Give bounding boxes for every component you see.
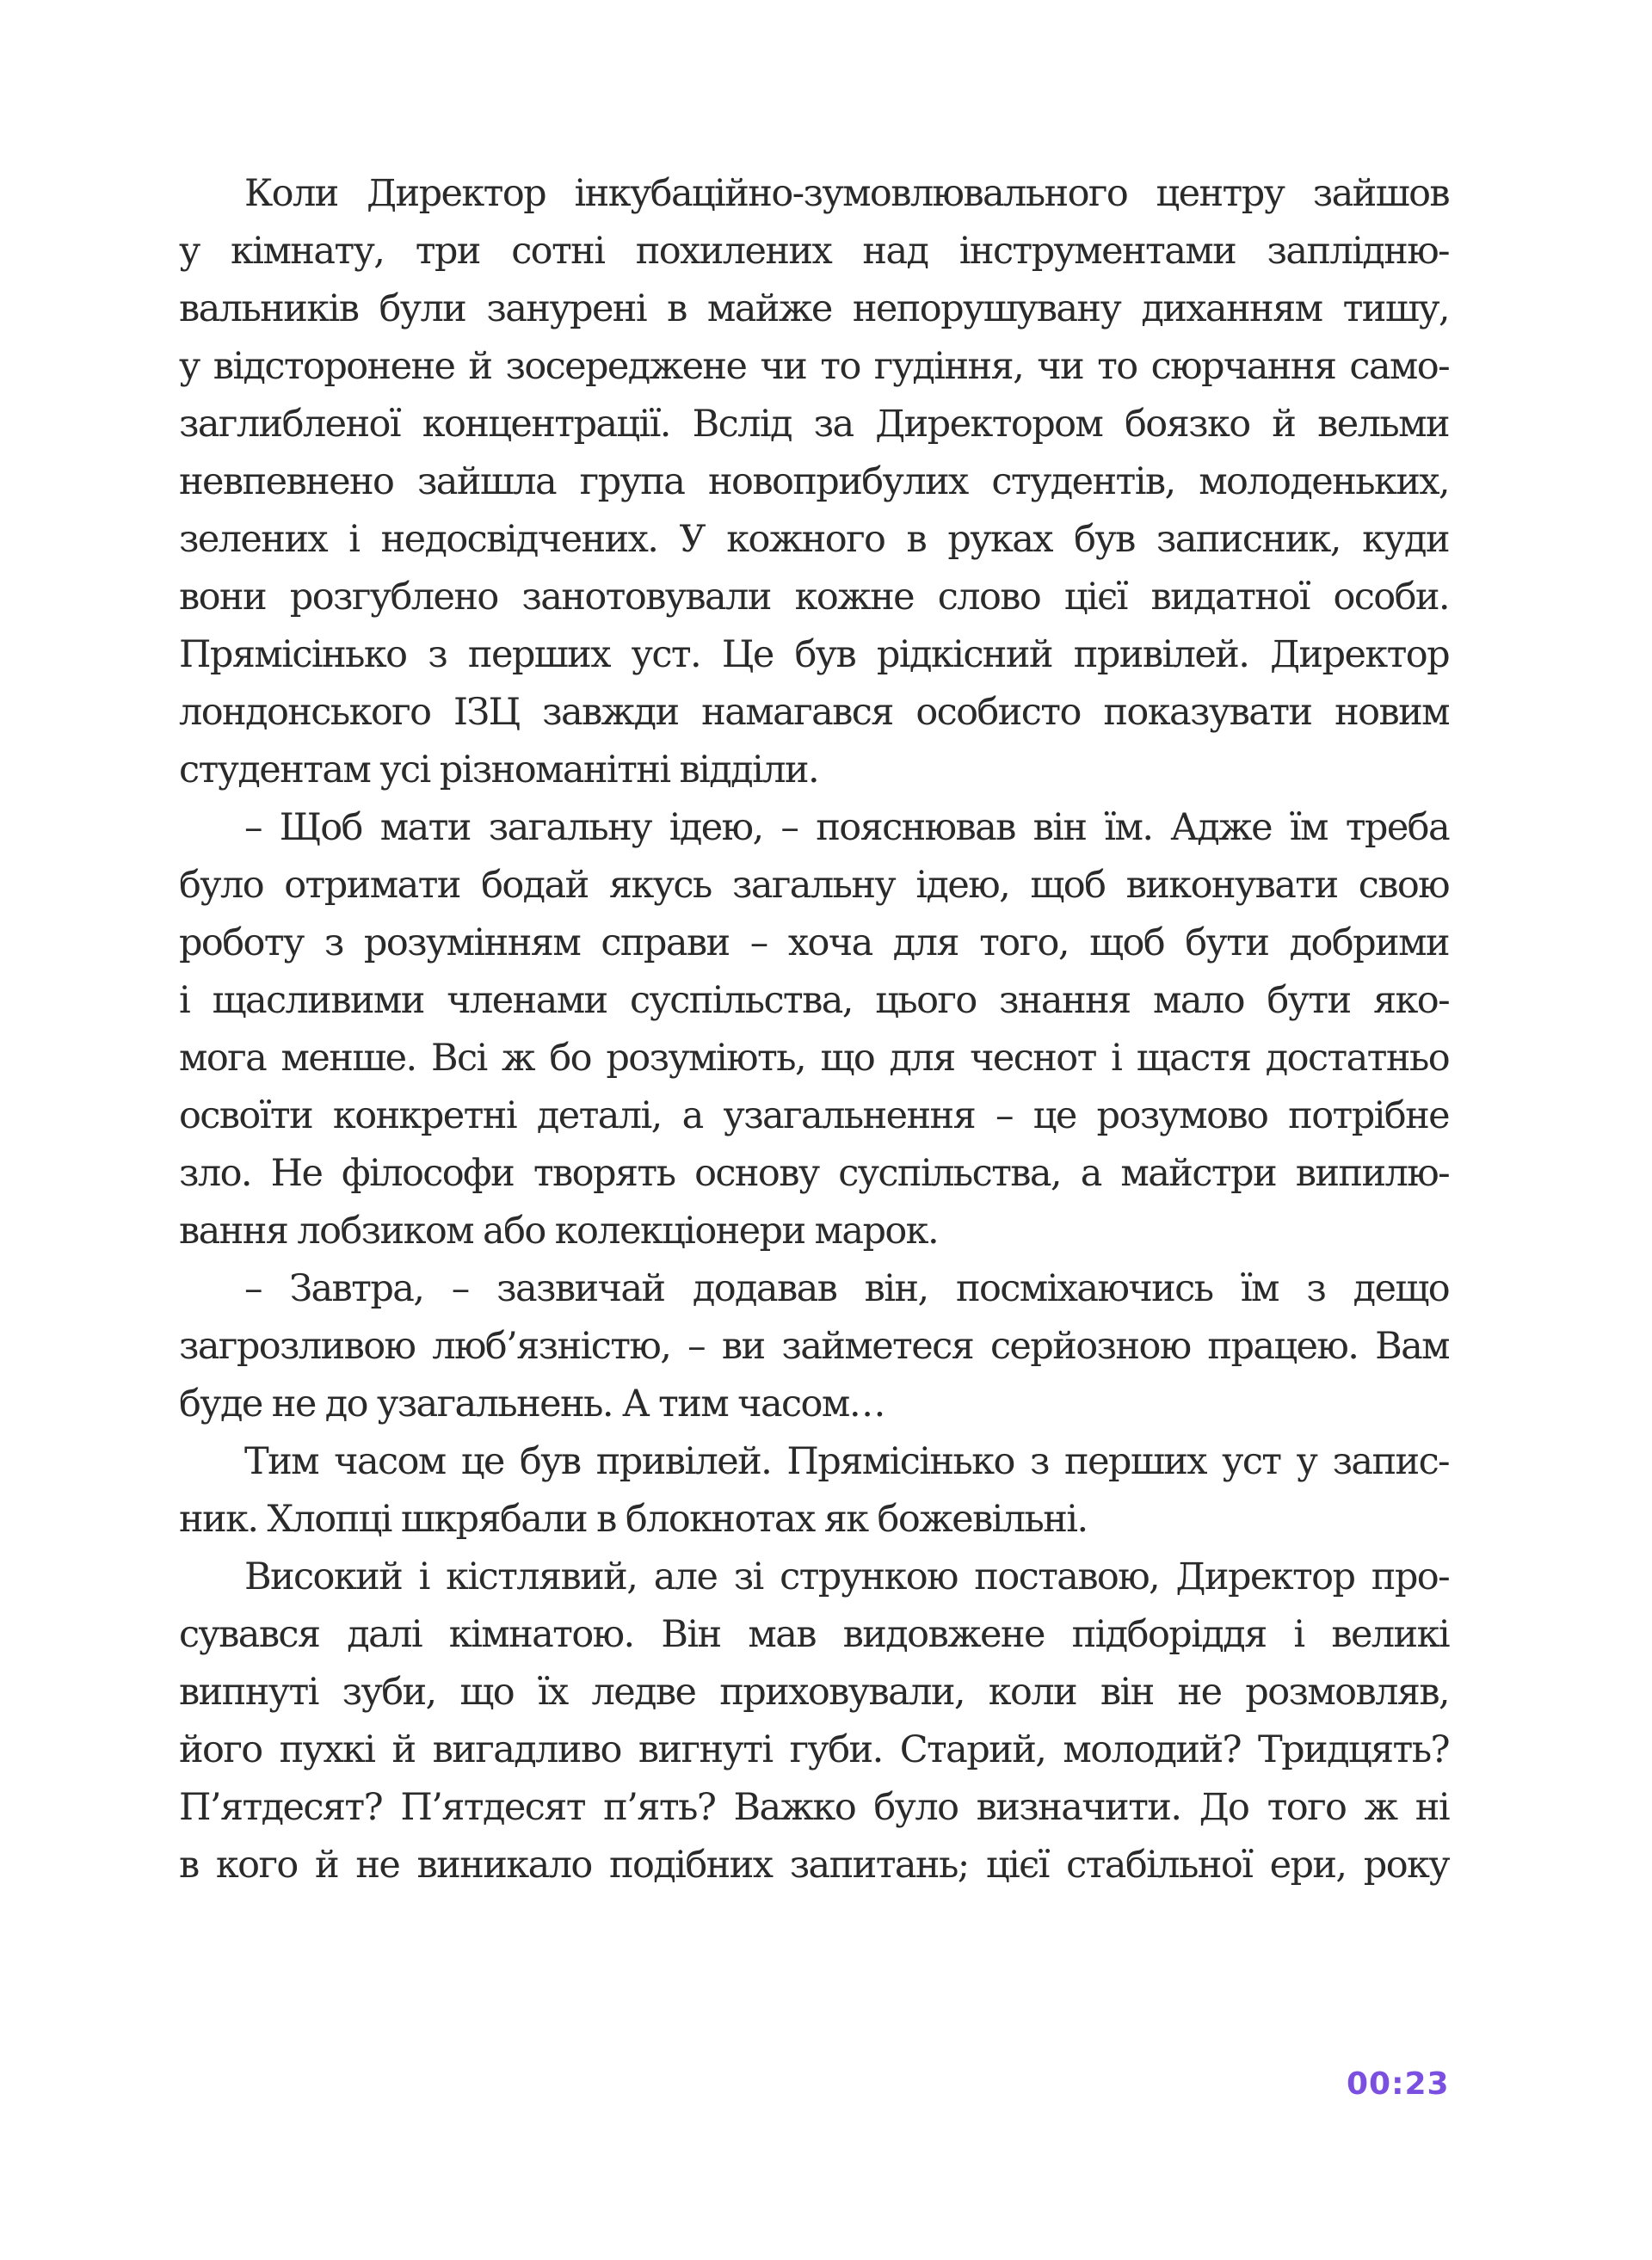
text-line: загрозливою люб’язністю, – ви займетеся серйозною працею. Вам xyxy=(179,1325,1449,1368)
text-line: лондонського ІЗЦ завжди намагався особисто показувати новим xyxy=(179,691,1449,734)
reading-timer: 00:23 xyxy=(1347,2066,1450,2102)
text-line: невпевнено зайшла група новоприбулих студентів, молоденьких, xyxy=(179,460,1449,503)
text-line: заглибленої концентрації. Вслід за Директором боязко й вельми xyxy=(179,403,1449,446)
text-line: Прямісінько з перших уст. Це був рідкісний привілей. Директор xyxy=(179,633,1449,676)
text-line: було отримати бодай якусь загальну ідею, щоб виконувати свою xyxy=(179,864,1449,907)
text-line: його пухкі й вигадливо вигнуті губи. Старий, молодий? Тридцять? xyxy=(179,1728,1449,1771)
text-line: мога менше. Всі ж бо розуміють, що для чеснот і щастя достатньо xyxy=(179,1037,1449,1080)
text-line: зелених і недосвідчених. У кожного в руках був записник, куди xyxy=(179,518,1449,561)
text-line: у відсторонене й зосереджене чи то гудіння, чи то сюрчання само- xyxy=(179,345,1449,388)
text-line: вальників були занурені в майже непорушувану диханням тишу, xyxy=(179,287,1449,330)
text-line: – Щоб мати загальну ідею, – пояснював він їм. Адже їм треба xyxy=(244,806,1449,849)
text-line: Коли Директор інкубаційно-зумовлювального центру зайшов xyxy=(244,172,1449,215)
text-line: – Завтра, – зазвичай додавав він, посміхаючись їм з дещо xyxy=(244,1267,1449,1310)
book-page-text xyxy=(179,165,1449,1894)
text-line: ник. Хлопці шкрябали в блокнотах як божевільні. xyxy=(179,1498,1088,1541)
text-line: вони розгублено занотовували кожне слово цієї видатної особи. xyxy=(179,576,1449,619)
text-line: сувався далі кімнатою. Він мав видовжене підборіддя і великі xyxy=(179,1613,1449,1656)
text-line: в кого й не виникало подібних запитань; цієї стабільної ери, року xyxy=(179,1844,1449,1887)
text-line: П’ятдесят? П’ятдесят п’ять? Важко було визначити. До того ж ні xyxy=(179,1786,1449,1829)
text-line: роботу з розумінням справи – хоча для того, щоб бути добрими xyxy=(179,921,1449,964)
text-line: вання лобзиком або колекціонери марок. xyxy=(179,1210,939,1253)
text-line: зло. Не філософи творять основу суспільства, а майстри випилю- xyxy=(179,1152,1449,1195)
text-line: освоїти конкретні деталі, а узагальнення – це розумово потрібне xyxy=(179,1094,1449,1137)
text-line: студентам усі різноманітні відділи. xyxy=(179,748,819,791)
text-line: у кімнату, три сотні похилених над інструментами заплідню- xyxy=(179,230,1449,273)
text-line: буде не до узагальнень. А тим часом… xyxy=(179,1382,885,1426)
text-line: Високий і кістлявий, але зі стрункою поставою, Директор про- xyxy=(244,1555,1449,1598)
text-line: Тим часом це був привілей. Прямісінько з перших уст у запис- xyxy=(244,1440,1449,1483)
text-line: випнуті зуби, що їх ледве приховували, коли він не розмовляв, xyxy=(179,1671,1449,1714)
text-line: і щасливими членами суспільства, цього знання мало бути яко- xyxy=(179,979,1449,1022)
